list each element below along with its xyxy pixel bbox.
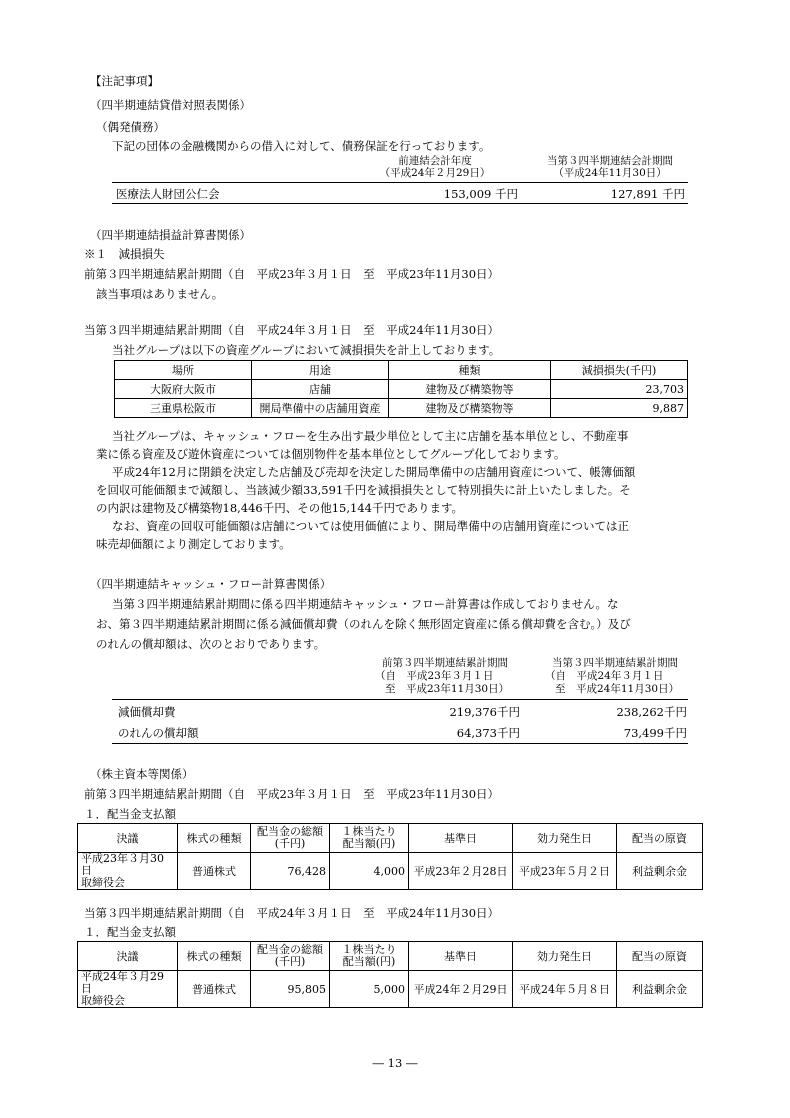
bs-title: （四半期連結貸借対照表関係） <box>90 98 251 112</box>
bs-col2-header-line1: 当第３四半期連結会計期間 <box>547 155 673 167</box>
bs-bottom-rule <box>112 203 688 204</box>
impairment-cell: 大阪府大阪市 <box>115 380 252 399</box>
dividend-cell-resolution: 平成23年３月30日 取締役会 <box>78 853 178 890</box>
cf-para-line2: お、第３四半期連結累計期間に係る減価償却費（のれんを除く無形固定資産に係る償却費を含む。）及び <box>96 617 631 631</box>
bs-row-label: 医療法人財団公仁会 <box>116 187 220 201</box>
dividend-header-row <box>78 942 703 971</box>
impairment-header-type: 種類 <box>389 361 551 380</box>
dividend-cell-source: 利益剰余金 <box>617 853 703 890</box>
dividend-header-source: 配当の原資 <box>617 824 703 853</box>
dividend-cell-effective-date: 平成23年５月２日 <box>513 853 617 890</box>
dividend-header-per-share: １株当たり 配当額(円) <box>330 942 409 971</box>
impairment-cell: 建物及び構築物等 <box>389 380 551 399</box>
pl-cur-intro: 当社グループは以下の資産グループにおいて減損損失を計上しております。 <box>112 343 501 357</box>
pl-para1-line1: 当社グループは、キャッシュ・フローを生み出す最少単位として主に店舗を基本単位とし、不動産事 <box>112 429 629 443</box>
dividend-cell-total: 76,428 <box>251 853 330 890</box>
cf-col2-header-line3: 至 平成24年11月30日） <box>555 683 680 695</box>
pl-para2-line2: を回収可能価額まで減額し、当該減少額33,591千円を減損損失として特別損失に計上いたしました。そ <box>96 483 631 497</box>
cf-para-line1: 当第３四半期連結累計期間に係る四半期連結キャッシュ・フロー計算書は作成しておりません。な <box>112 597 619 611</box>
dividend-cell-total: 95,805 <box>251 971 330 1008</box>
table-row <box>78 853 703 890</box>
impairment-cell: 9,887 <box>551 399 688 418</box>
cf-row1-value-cur: 238,262千円 <box>616 705 687 719</box>
dividend-cell-share-type: 普通株式 <box>178 971 251 1008</box>
impairment-header-use: 用途 <box>252 361 389 380</box>
dividend-header-total: 配当金の総額 (千円) <box>251 942 330 971</box>
bs-col1-header-line1: 前連結会計年度 <box>398 155 472 167</box>
pl-para1-line2: 業に係る資産及び遊休資産については個別物件を基本単位としてグループ化しております。 <box>96 447 566 461</box>
cf-col2-header-line1: 当第３四半期連結累計期間 <box>552 657 678 669</box>
dividend-header-share-type: 株式の種類 <box>178 824 251 853</box>
dividend-cell-per-share: 4,000 <box>330 853 409 890</box>
dividend-header-effective-date: 効力発生日 <box>513 942 617 971</box>
pl-para2-line3: の内訳は建物及び構築物18,446千円、その他15,144千円であります。 <box>96 501 464 515</box>
impairment-table <box>114 360 688 418</box>
cf-col1-header-line3: 至 平成23年11月30日） <box>385 683 510 695</box>
dividend-header-total: 配当金の総額 (千円) <box>251 824 330 853</box>
page-number: ― 13 ― <box>372 1056 418 1070</box>
dividend-cell-record-date: 平成23年２月28日 <box>409 853 513 890</box>
pl-para3-line1: なお、資産の回収可能価額は店舗については使用価値により、開局準備中の店舗用資産については正 <box>112 519 630 533</box>
dividend-header-resolution: 決議 <box>78 942 178 971</box>
eq-title: （株主資本等関係） <box>90 767 194 781</box>
cf-title: （四半期連結キャッシュ・フロー計算書関係） <box>90 577 332 591</box>
pl-note: ※１ 減損損失 <box>84 247 165 261</box>
dividend-cell-effective-date: 平成24年５月８日 <box>513 971 617 1008</box>
cf-col2-header-line2: （自 平成24年３月１日 <box>545 670 664 682</box>
dividend-cell-per-share: 5,000 <box>330 971 409 1008</box>
eq-cur-period: 当第３四半期連結累計期間（自 平成24年３月１日 至 平成24年11月30日） <box>84 906 500 920</box>
table-row <box>115 380 688 399</box>
dividend-header-per-share: １株当たり 配当額(円) <box>330 824 409 853</box>
pl-cur-period: 当第３四半期連結累計期間（自 平成24年３月１日 至 平成24年11月30日） <box>84 323 500 337</box>
bs-col2-header-line2: （平成24年11月30日） <box>553 167 667 179</box>
pl-prev-text: 該当事項はありません。 <box>96 287 224 301</box>
pl-para3-line2: 味売却価額により測定しております。 <box>96 537 291 551</box>
impairment-cell: 開局準備中の店舗用資産 <box>252 399 389 418</box>
impairment-header-row <box>115 361 688 380</box>
dividend-cell-source: 利益剰余金 <box>617 971 703 1008</box>
bs-description: 下記の団体の金融機関からの借入に対して、債務保証を行っております。 <box>112 139 491 153</box>
dividend-header-source: 配当の原資 <box>617 942 703 971</box>
dividend-header-row <box>78 824 703 853</box>
cf-row2-value-prev: 64,373千円 <box>456 726 520 740</box>
cf-row1-value-prev: 219,376千円 <box>449 705 520 719</box>
pl-prev-period: 前第３四半期連結累計期間（自 平成23年３月１日 至 平成23年11月30日） <box>84 267 500 281</box>
dividend-table-prev <box>77 823 703 890</box>
table-row <box>78 971 703 1008</box>
cf-para-line3: のれんの償却額は、次のとおりであります。 <box>96 637 326 651</box>
cf-col1-header-line2: （自 平成23年３月１日 <box>375 670 494 682</box>
notes-heading: 【注記事項】 <box>90 74 159 88</box>
impairment-header-loss: 減損損失(千円) <box>551 361 688 380</box>
impairment-cell: 23,703 <box>551 380 688 399</box>
cf-row1-label: 減価償却費 <box>118 705 176 719</box>
impairment-cell: 店舗 <box>252 380 389 399</box>
pl-para2-line1: 平成24年12月に閉鎖を決定した店舗及び売却を決定した開局準備中の店舗用資産について、帳簿価額 <box>112 465 636 479</box>
eq-prev-period: 前第３四半期連結累計期間（自 平成23年３月１日 至 平成23年11月30日） <box>84 787 500 801</box>
pl-title: （四半期連結損益計算書関係） <box>90 228 251 242</box>
cf-row2-label: のれんの償却額 <box>118 726 199 740</box>
dividend-header-effective-date: 効力発生日 <box>513 824 617 853</box>
dividend-header-share-type: 株式の種類 <box>178 942 251 971</box>
table-row <box>115 399 688 418</box>
dividend-header-resolution: 決議 <box>78 824 178 853</box>
dividend-cell-share-type: 普通株式 <box>178 853 251 890</box>
cf-divider <box>112 699 688 700</box>
eq-prev-subtitle: １．配当金支払額 <box>84 807 176 821</box>
bs-row-value-prev: 153,009 千円 <box>443 187 518 201</box>
dividend-cell-resolution: 平成24年３月29日 取締役会 <box>78 971 178 1008</box>
cf-row2-value-cur: 73,499千円 <box>623 726 687 740</box>
impairment-cell: 三重県松阪市 <box>115 399 252 418</box>
impairment-cell: 建物及び構築物等 <box>389 399 551 418</box>
cf-bottom-rule <box>112 743 688 744</box>
bs-subtitle: （偶発債務） <box>96 120 165 134</box>
dividend-header-record-date: 基準日 <box>409 824 513 853</box>
bs-row-value-cur: 127,891 千円 <box>610 187 685 201</box>
eq-cur-subtitle: １．配当金支払額 <box>84 925 176 939</box>
cf-col1-header-line1: 前第３四半期連結累計期間 <box>382 657 508 669</box>
bs-col1-header-line2: （平成24年２月29日） <box>379 167 491 179</box>
dividend-header-record-date: 基準日 <box>409 942 513 971</box>
bs-divider <box>112 182 688 183</box>
dividend-cell-record-date: 平成24年２月29日 <box>409 971 513 1008</box>
impairment-header-location: 場所 <box>115 361 252 380</box>
dividend-table-cur <box>77 941 703 1008</box>
